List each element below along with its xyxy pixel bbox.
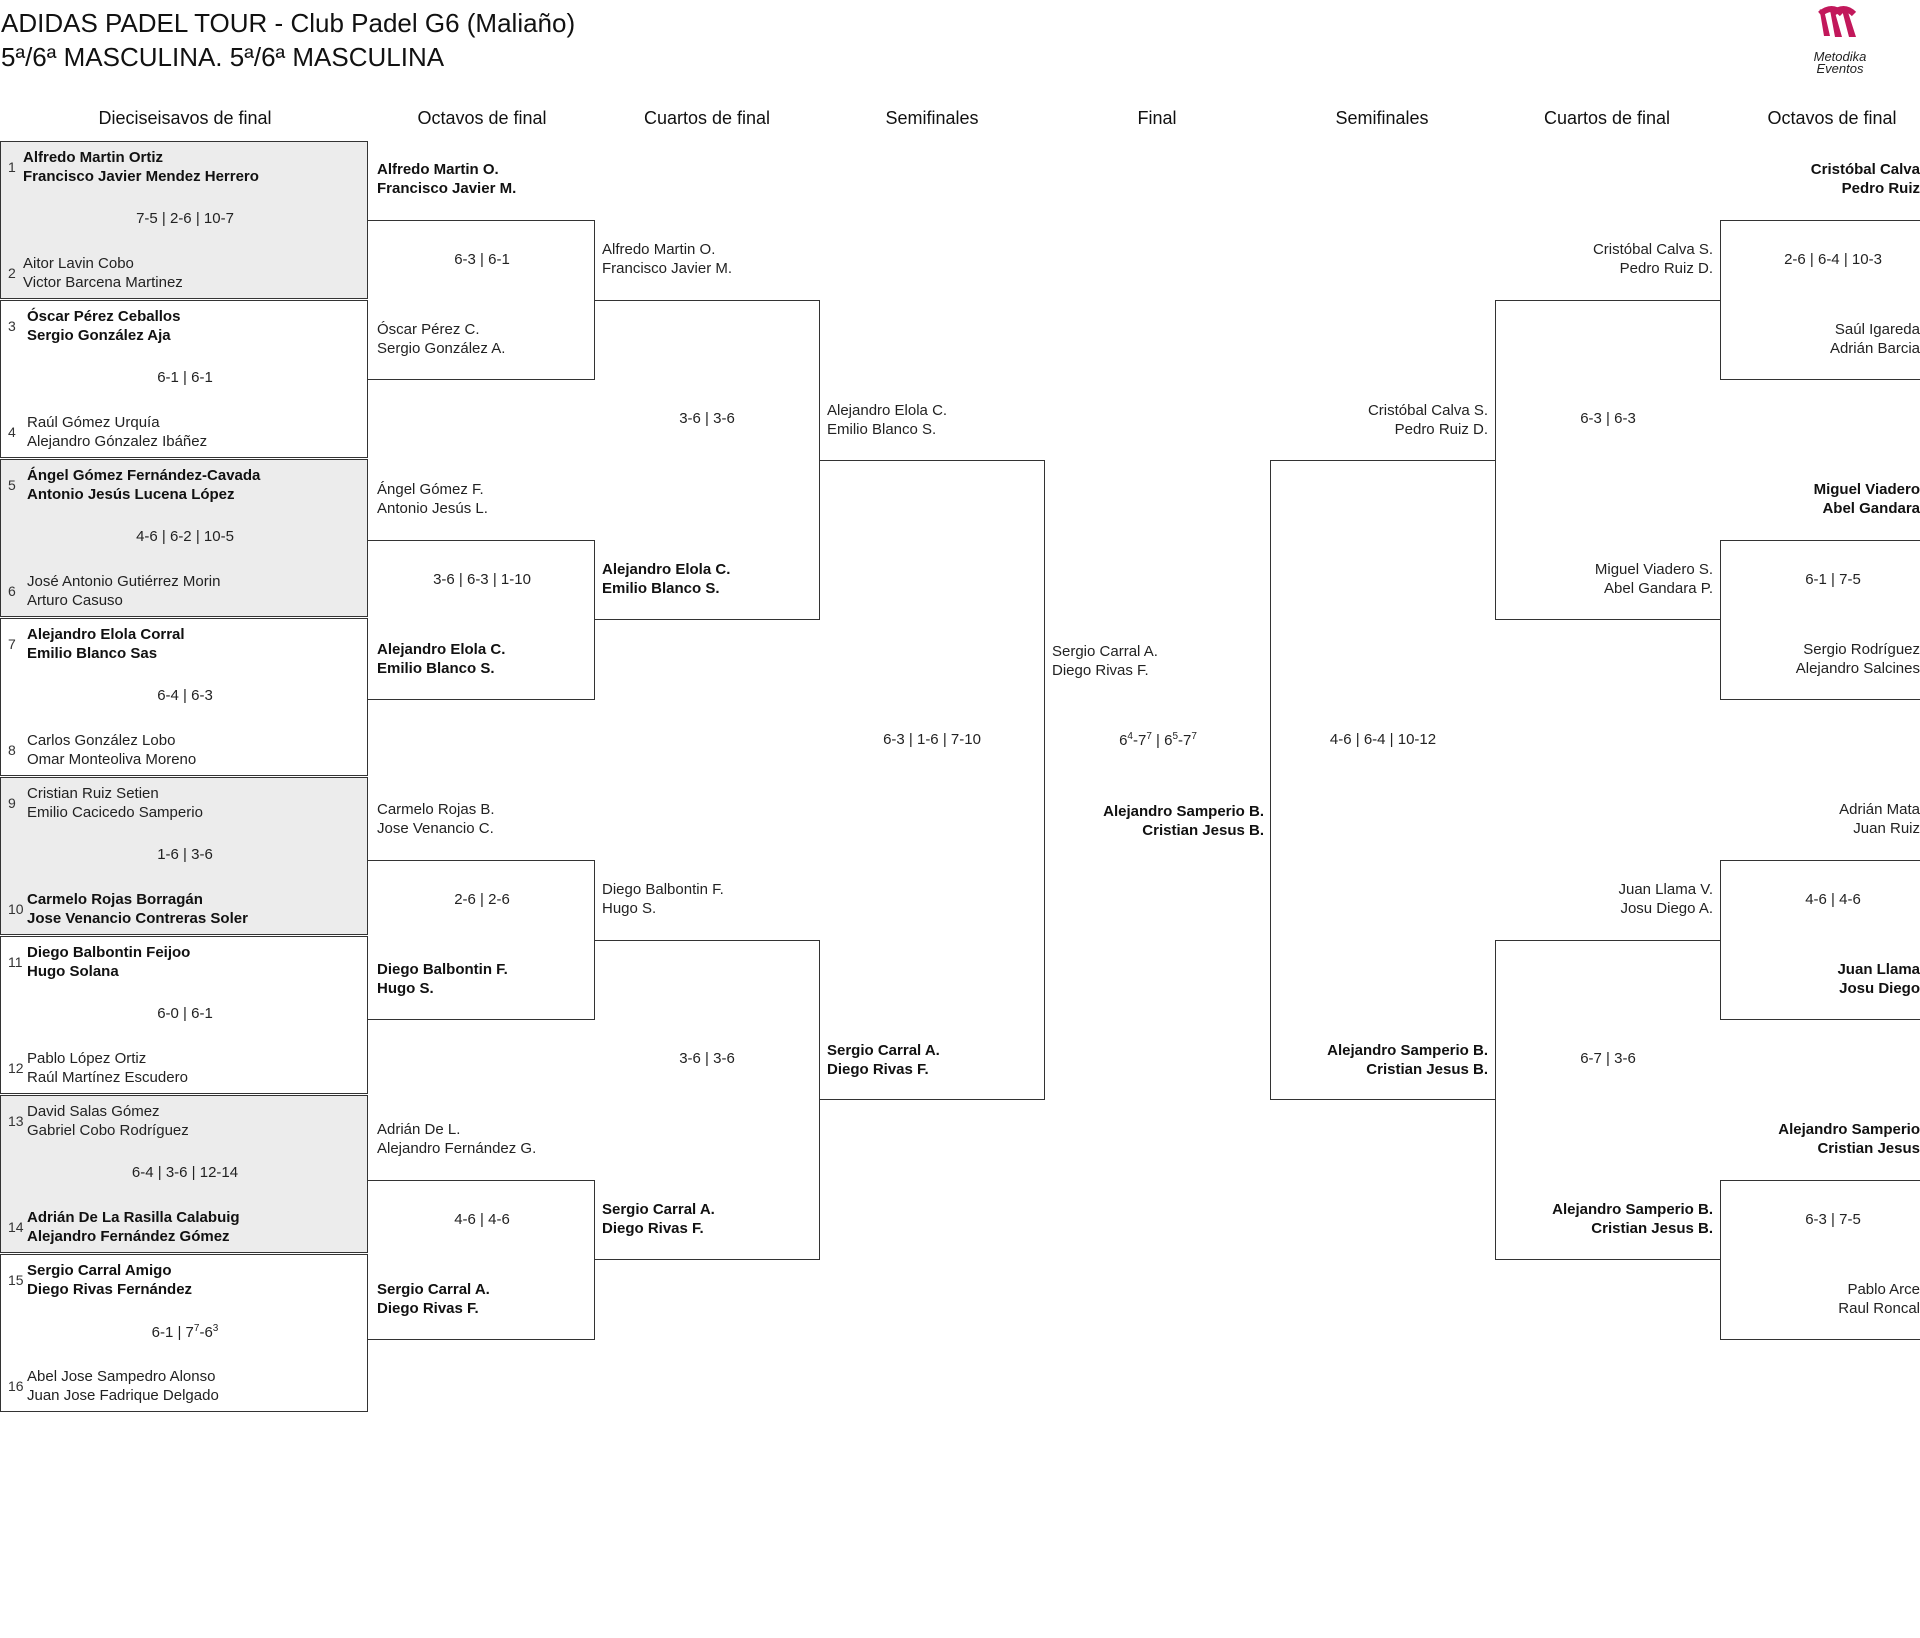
player-b2: Alejandro Gónzalez Ibáñez bbox=[27, 433, 208, 450]
r16-right-a2: Juan Ruiz bbox=[1853, 820, 1920, 837]
player-b1: José Antonio Gutiérrez Morin bbox=[27, 573, 221, 590]
player-a1: Cristian Ruiz Setien bbox=[27, 785, 159, 802]
r16-right-b2: Alejandro Salcines bbox=[1795, 660, 1920, 677]
final-a1: Sergio Carral A. bbox=[1052, 643, 1158, 660]
seed-number: 7 bbox=[8, 636, 16, 652]
r16-left-b1: Alejandro Elola C. bbox=[377, 641, 506, 658]
seed-number: 9 bbox=[8, 795, 16, 811]
qf-left-a2: Hugo S. bbox=[602, 900, 657, 917]
r16-left-score: 4-6 | 4-6 bbox=[454, 1211, 510, 1228]
sf-right-b1: Alejandro Samperio B. bbox=[1327, 1042, 1488, 1059]
qf-left-a1: Alfredo Martin O. bbox=[602, 241, 716, 258]
r16-right-a1: Alejandro Samperio bbox=[1778, 1121, 1920, 1138]
player-b1: Adrián De La Rasilla Calabuig bbox=[27, 1209, 240, 1226]
r16-left-a1: Adrián De L. bbox=[377, 1121, 461, 1138]
r16-left-score: 3-6 | 6-3 | 1-10 bbox=[433, 571, 531, 588]
player-b2: Alejandro Fernández Gómez bbox=[27, 1228, 230, 1245]
round-header-r16-right: Octavos de final bbox=[1767, 108, 1897, 128]
seed-number: 13 bbox=[8, 1113, 24, 1129]
r16-left-a2: Antonio Jesús L. bbox=[377, 500, 488, 517]
r16-left-b2: Diego Rivas F. bbox=[377, 1300, 479, 1317]
logo-text-metodika: Metodika bbox=[1813, 49, 1867, 64]
player-b1: Carmelo Rojas Borragán bbox=[27, 891, 203, 908]
r16-right-a2: Abel Gandara bbox=[1822, 500, 1920, 517]
player-b2: Omar Monteoliva Moreno bbox=[27, 751, 197, 768]
sf-left-b1: Sergio Carral A. bbox=[827, 1042, 940, 1059]
final-b1: Alejandro Samperio B. bbox=[1103, 803, 1264, 820]
seed-number: 16 bbox=[8, 1378, 24, 1394]
seed-number: 4 bbox=[8, 424, 16, 440]
sf-left-a2: Emilio Blanco S. bbox=[827, 421, 937, 438]
sf-right-a2: Pedro Ruiz D. bbox=[1394, 421, 1488, 438]
final-b2: Cristian Jesus B. bbox=[1142, 822, 1264, 839]
player-b1: Aitor Lavin Cobo bbox=[23, 255, 134, 272]
seed-number: 12 bbox=[8, 1060, 24, 1076]
sf-left-a1: Alejandro Elola C. bbox=[827, 402, 948, 419]
final-score: $6^4-7^7$ | $6^5-7^7$ bbox=[1119, 731, 1197, 749]
r16-right-b1: Juan Llama bbox=[1837, 961, 1920, 978]
seed-number: 8 bbox=[8, 742, 16, 758]
r16-right-score: 4-6 | 4-6 bbox=[1805, 891, 1861, 908]
player-a1: Diego Balbontin Feijoo bbox=[27, 944, 191, 961]
qf-right-score: 6-7 | 3-6 bbox=[1580, 1050, 1636, 1067]
qf-left-a2: Francisco Javier M. bbox=[602, 260, 733, 277]
player-a2: Gabriel Cobo Rodríguez bbox=[27, 1122, 189, 1139]
player-b1: Raúl Gómez Urquía bbox=[27, 414, 160, 431]
qf-right-a2: Pedro Ruiz D. bbox=[1619, 260, 1713, 277]
qf-right-b2: Abel Gandara P. bbox=[1604, 580, 1713, 597]
match-score: 6-1 | $7^7-6^3$ bbox=[151, 1323, 219, 1341]
r16-right-a2: Cristian Jesus bbox=[1817, 1140, 1920, 1157]
round-header-r16-left: Octavos de final bbox=[417, 108, 547, 128]
r16-left-score: 6-3 | 6-1 bbox=[454, 251, 510, 268]
r16-right-b2: Raul Roncal bbox=[1838, 1300, 1920, 1317]
r16-left-score: 2-6 | 2-6 bbox=[454, 891, 510, 908]
seed-number: 3 bbox=[8, 318, 16, 334]
qf-left-b1: Sergio Carral A. bbox=[602, 1201, 715, 1218]
player-b2: Arturo Casuso bbox=[27, 592, 123, 609]
seed-number: 14 bbox=[8, 1219, 24, 1235]
player-a2: Diego Rivas Fernández bbox=[27, 1281, 193, 1298]
player-b2: Victor Barcena Martinez bbox=[23, 274, 183, 291]
match-score: 6-4 | 6-3 bbox=[157, 687, 213, 704]
r16-left-b2: Emilio Blanco S. bbox=[377, 660, 495, 677]
r16-left-a2: Jose Venancio C. bbox=[377, 820, 494, 837]
qf-left-score: 3-6 | 3-6 bbox=[679, 410, 735, 427]
qf-right-b2: Cristian Jesus B. bbox=[1591, 1220, 1713, 1237]
match-score: 6-1 | 6-1 bbox=[157, 369, 213, 386]
player-a1: Alfredo Martin Ortiz bbox=[23, 149, 164, 166]
sf-left-score: 6-3 | 1-6 | 7-10 bbox=[883, 731, 981, 748]
r16-right-b1: Sergio Rodríguez bbox=[1803, 641, 1920, 658]
sf-right-score: 4-6 | 6-4 | 10-12 bbox=[1329, 731, 1437, 748]
sf-left-b2: Diego Rivas F. bbox=[827, 1061, 929, 1078]
r16-left-a1: Carmelo Rojas B. bbox=[377, 801, 495, 818]
qf-right-a2: Josu Diego A. bbox=[1620, 900, 1713, 917]
r16-left-b1: Diego Balbontin F. bbox=[377, 961, 508, 978]
player-a1: David Salas Gómez bbox=[27, 1103, 160, 1120]
qf-left-score: 3-6 | 3-6 bbox=[679, 1050, 735, 1067]
player-a2: Emilio Cacicedo Samperio bbox=[27, 804, 203, 821]
seed-number: 11 bbox=[8, 954, 23, 970]
r16-right-b1: Pablo Arce bbox=[1847, 1281, 1920, 1298]
r16-right-score: 2-6 | 6-4 | 10-3 bbox=[1784, 251, 1882, 268]
match-score: 7-5 | 2-6 | 10-7 bbox=[136, 210, 234, 227]
r16-right-a2: Pedro Ruiz bbox=[1841, 180, 1920, 197]
final-a2: Diego Rivas F. bbox=[1052, 662, 1149, 679]
player-b1: Pablo López Ortiz bbox=[27, 1050, 147, 1067]
r16-left-a2: Francisco Javier M. bbox=[377, 180, 517, 197]
qf-left-b2: Diego Rivas F. bbox=[602, 1220, 704, 1237]
player-a2: Francisco Javier Mendez Herrero bbox=[23, 168, 259, 185]
player-b2: Juan Jose Fadrique Delgado bbox=[27, 1387, 219, 1404]
sf-right-b2: Cristian Jesus B. bbox=[1366, 1061, 1488, 1078]
qf-right-a1: Cristóbal Calva S. bbox=[1592, 241, 1713, 258]
r16-right-score: 6-3 | 7-5 bbox=[1805, 1211, 1861, 1228]
qf-right-a1: Juan Llama V. bbox=[1618, 881, 1713, 898]
seed-number: 5 bbox=[8, 477, 16, 493]
round-header-qf-right: Cuartos de final bbox=[1543, 108, 1671, 128]
r16-left-a1: Ángel Gómez F. bbox=[377, 481, 484, 498]
match-score: 4-6 | 6-2 | 10-5 bbox=[136, 528, 234, 545]
player-b2: Raúl Martínez Escudero bbox=[27, 1069, 188, 1086]
seed-number: 2 bbox=[8, 265, 16, 281]
player-b1: Abel Jose Sampedro Alonso bbox=[27, 1368, 216, 1385]
player-a2: Hugo Solana bbox=[27, 963, 119, 980]
match-score: 6-4 | 3-6 | 12-14 bbox=[131, 1164, 239, 1181]
player-b1: Carlos González Lobo bbox=[27, 732, 176, 749]
r16-left-b2: Hugo S. bbox=[377, 980, 434, 997]
tournament-title: ADIDAS PADEL TOUR - Club Padel G6 (Maliaño) bbox=[1, 8, 576, 38]
round-header-sf-left: Semifinales bbox=[885, 108, 979, 128]
player-a1: Óscar Pérez Ceballos bbox=[27, 308, 181, 325]
category-subtitle: 5ª/6ª MASCULINA. 5ª/6ª MASCULINA bbox=[1, 42, 445, 72]
seed-number: 15 bbox=[8, 1272, 24, 1288]
sf-right-a1: Cristóbal Calva S. bbox=[1367, 402, 1488, 419]
round-header-final: Final bbox=[1137, 108, 1177, 128]
r16-left-a2: Alejandro Fernández G. bbox=[377, 1140, 537, 1157]
r16-right-a1: Miguel Viadero bbox=[1813, 481, 1920, 498]
qf-left-b1: Alejandro Elola C. bbox=[602, 561, 731, 578]
r16-left-b2: Sergio González A. bbox=[377, 340, 506, 357]
logo-text-eventos: Eventos bbox=[1816, 61, 1864, 76]
seed-number: 1 bbox=[8, 159, 16, 175]
bracket-sf-right bbox=[1270, 460, 1496, 1100]
player-a1: Ángel Gómez Fernández-Cavada bbox=[27, 467, 261, 484]
match-score: 1-6 | 3-6 bbox=[157, 846, 213, 863]
qf-right-score: 6-3 | 6-3 bbox=[1580, 410, 1636, 427]
qf-right-b1: Miguel Viadero S. bbox=[1594, 561, 1713, 578]
match-score: 6-0 | 6-1 bbox=[157, 1005, 213, 1022]
qf-right-b1: Alejandro Samperio B. bbox=[1552, 1201, 1713, 1218]
round-header-r32: Dieciseisavos de final bbox=[98, 108, 272, 128]
bracket-sf-left bbox=[819, 460, 1045, 1100]
player-a1: Alejandro Elola Corral bbox=[27, 626, 185, 643]
qf-left-b2: Emilio Blanco S. bbox=[602, 580, 720, 597]
r16-right-a1: Adrián Mata bbox=[1839, 801, 1920, 818]
r16-right-b2: Adrián Barcia bbox=[1829, 340, 1920, 357]
r16-right-b1: Saúl Igareda bbox=[1834, 321, 1920, 338]
r16-right-a1: Cristóbal Calva bbox=[1810, 161, 1920, 178]
seed-number: 10 bbox=[8, 901, 24, 917]
seed-number: 6 bbox=[8, 583, 16, 599]
round-header-qf-left: Cuartos de final bbox=[643, 108, 771, 128]
player-a1: Sergio Carral Amigo bbox=[27, 1262, 172, 1279]
player-b2: Jose Venancio Contreras Soler bbox=[27, 910, 248, 927]
player-a2: Sergio González Aja bbox=[27, 327, 171, 344]
r16-right-score: 6-1 | 7-5 bbox=[1805, 571, 1861, 588]
r16-left-b1: Óscar Pérez C. bbox=[377, 321, 480, 338]
player-a2: Antonio Jesús Lucena López bbox=[27, 486, 235, 503]
qf-left-a1: Diego Balbontin F. bbox=[602, 881, 724, 898]
r16-left-b1: Sergio Carral A. bbox=[377, 1281, 490, 1298]
round-header-sf-right: Semifinales bbox=[1335, 108, 1429, 128]
player-a2: Emilio Blanco Sas bbox=[27, 645, 158, 662]
r16-right-b2: Josu Diego bbox=[1839, 980, 1920, 997]
r16-left-a1: Alfredo Martin O. bbox=[377, 161, 499, 178]
